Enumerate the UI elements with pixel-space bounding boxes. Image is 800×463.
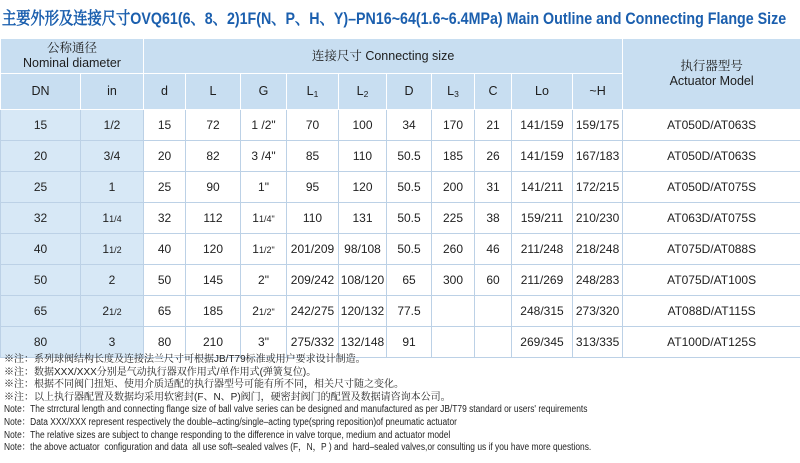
cell-d: 32 <box>144 203 186 234</box>
cell-c: 60 <box>475 265 512 296</box>
cell-in: 1/2 <box>81 110 144 141</box>
cell-l2: 108/120 <box>339 265 387 296</box>
cell-h: 218/248 <box>573 234 623 265</box>
note-cn-4: ※注：以上执行器配置及数据均采用软密封(F、N、P)阀门，硬密封阀门的配置及数据请咨询本公司。 <box>4 391 451 403</box>
cell-l3: 200 <box>432 172 475 203</box>
whole-number: 1 <box>252 242 259 256</box>
cell-l1: 85 <box>287 141 339 172</box>
cell-lo: 141/211 <box>512 172 573 203</box>
cell-dn: 20 <box>1 141 81 172</box>
nominal-diameter-cn: 公称通径 <box>46 41 97 55</box>
cell-c: 21 <box>475 110 512 141</box>
cell-h: 273/320 <box>573 296 623 327</box>
col-label: L <box>356 84 364 98</box>
cell-d: 20 <box>144 141 186 172</box>
table-row <box>1 110 800 141</box>
cell-dn: 65 <box>1 296 81 327</box>
note-cn-1: ※注：系列球阀结构长度及连接法兰尺寸可根据JB/T79标准或用户要求设计制造。 <box>4 354 366 365</box>
cell-g: 3 /4" <box>241 141 287 172</box>
whole-number: 1 <box>102 242 110 256</box>
table-row <box>1 172 800 203</box>
fraction: 1/2 <box>258 245 272 255</box>
actuator-model-cn: 执行器型号 <box>680 59 743 73</box>
inch-mark: " <box>271 245 275 255</box>
cell-l2: 98/108 <box>339 234 387 265</box>
cell-d: 40 <box>144 234 186 265</box>
cell-l: 112 <box>186 203 241 234</box>
cell-actuator-model: AT063D/AT075S <box>623 203 800 234</box>
table-row <box>1 203 800 234</box>
inch-mark: " <box>271 307 275 317</box>
cell-d-flange: 91 <box>387 327 432 358</box>
cell-d-flange: 50.5 <box>387 172 432 203</box>
cell-d-flange: 50.5 <box>387 203 432 234</box>
note-cn-3: ※注：根据不同阀门扭矩、使用介质适配的执行器型号可能有所不同，相关尺寸随之变化。 <box>4 379 404 391</box>
cell-actuator-model: AT050D/AT075S <box>623 172 800 203</box>
table-body <box>1 110 800 358</box>
col-header-h: ~H <box>573 74 623 110</box>
cell-l: 90 <box>186 172 241 203</box>
cell-lo: 211/248 <box>512 234 573 265</box>
nominal-diameter-header <box>1 39 144 74</box>
cell-l3: 300 <box>432 265 475 296</box>
cell-in: 2 <box>81 265 144 296</box>
col-subscript: 1 <box>313 89 319 99</box>
cell-dn: 50 <box>1 265 81 296</box>
col-subscript: 2 <box>363 89 369 99</box>
cell-d-flange: 34 <box>387 110 432 141</box>
cell-d: 15 <box>144 110 186 141</box>
cell-l2: 131 <box>339 203 387 234</box>
cell-c: 31 <box>475 172 512 203</box>
cell-g: 3" <box>241 327 287 358</box>
cell-d: 65 <box>144 296 186 327</box>
cell-in: 3/4 <box>81 141 144 172</box>
notes-section <box>4 354 703 455</box>
cell-c: 46 <box>475 234 512 265</box>
col-header-l1 <box>287 74 339 110</box>
col-header-d: d <box>144 74 186 110</box>
cell-d: 50 <box>144 265 186 296</box>
cell-h: 248/283 <box>573 265 623 296</box>
cell-h: 313/335 <box>573 327 623 358</box>
cell-l2: 110 <box>339 141 387 172</box>
note-en-2: Note：Data XXX/XXX represent respectively the double–acting/single–acting type(spring reposition)of pneumatic actuator <box>4 416 457 428</box>
cell-l2: 120 <box>339 172 387 203</box>
page-title: 主要外形及连接尺寸OVQ61(6、8、2)1F(N、P、H、Y)–PN16~64(1.6~6.4MPa) Main Outline and Connecting Flange Size <box>2 9 787 28</box>
whole-number: 2 <box>252 304 259 318</box>
note-en-1: Note：The strrctural length and connecting flange size of ball valve series can be designed and manufactured as per JB/T79 standard or users' requirements <box>4 404 588 416</box>
fraction: 1/4 <box>258 214 272 224</box>
cell-dn: 40 <box>1 234 81 265</box>
fraction: 1/2 <box>109 307 122 317</box>
cell-l3 <box>432 296 475 327</box>
table-header <box>1 39 800 110</box>
cell-d-flange: 65 <box>387 265 432 296</box>
cell-lo: 269/345 <box>512 327 573 358</box>
cell-dn: 15 <box>1 110 81 141</box>
cell-g: 2" <box>241 265 287 296</box>
cell-dn: 80 <box>1 327 81 358</box>
table-row <box>1 265 800 296</box>
col-header-dn: DN <box>1 74 81 110</box>
header-row-groups <box>1 39 800 74</box>
cell-l: 185 <box>186 296 241 327</box>
cell-lo: 248/315 <box>512 296 573 327</box>
cell-lo: 159/211 <box>512 203 573 234</box>
cell-l2: 100 <box>339 110 387 141</box>
cell-lo: 141/159 <box>512 141 573 172</box>
cell-d-flange: 77.5 <box>387 296 432 327</box>
cell-actuator-model: AT050D/AT063S <box>623 110 800 141</box>
table-row <box>1 234 800 265</box>
cell-l3: 170 <box>432 110 475 141</box>
cell-actuator-model: AT088D/AT115S <box>623 296 800 327</box>
table-row <box>1 141 800 172</box>
cell-l1: 242/275 <box>287 296 339 327</box>
inch-mark: " <box>271 214 275 224</box>
cell-actuator-model: AT100D/AT125S <box>623 327 800 358</box>
fraction: 1/2 <box>109 245 122 255</box>
cell-c <box>475 327 512 358</box>
col-header-in: in <box>81 74 144 110</box>
cell-l: 145 <box>186 265 241 296</box>
cell-in <box>81 234 144 265</box>
cell-in: 3 <box>81 327 144 358</box>
cell-l1: 110 <box>287 203 339 234</box>
cell-actuator-model: AT075D/AT088S <box>623 234 800 265</box>
col-header-l3 <box>432 74 475 110</box>
cell-in: 1 <box>81 172 144 203</box>
note-en-4: Note：the above actuator configuration and data all use soft–sealed valves (F，N，P ) and hard–sealed valves,or consulting us if you have more questions. <box>4 442 592 454</box>
cell-l1: 95 <box>287 172 339 203</box>
cell-h: 167/183 <box>573 141 623 172</box>
cell-l2: 132/148 <box>339 327 387 358</box>
dimension-table <box>0 38 800 358</box>
col-header-d-flange: D <box>387 74 432 110</box>
cell-l3 <box>432 327 475 358</box>
cell-in <box>81 203 144 234</box>
col-label: L <box>447 84 455 98</box>
note-en-3: Note：The relative sizes are subject to change responding to the difference in valve torque, medium and actuator model <box>4 429 451 441</box>
cell-c <box>475 296 512 327</box>
cell-l: 82 <box>186 141 241 172</box>
col-header-l2 <box>339 74 387 110</box>
note-cn-2: ※注：数据XXX/XXX分别是气动执行器双作用式/单作用式(弹簧复位)。 <box>4 366 317 378</box>
connecting-size-header: 连接尺寸 Connecting size <box>144 39 623 74</box>
cell-g <box>241 203 287 234</box>
fraction: 1/4 <box>109 214 122 224</box>
cell-l3: 185 <box>432 141 475 172</box>
col-header-lo: Lo <box>512 74 573 110</box>
cell-h: 159/175 <box>573 110 623 141</box>
table-row <box>1 327 800 358</box>
fraction: 1/2 <box>258 307 272 317</box>
cell-l3: 225 <box>432 203 475 234</box>
whole-number: 2 <box>102 304 110 318</box>
whole-number: 1 <box>252 211 259 225</box>
cell-d: 25 <box>144 172 186 203</box>
cell-actuator-model: AT050D/AT063S <box>623 141 800 172</box>
cell-g: 1 /2" <box>241 110 287 141</box>
cell-d: 80 <box>144 327 186 358</box>
actuator-model-en: Actuator Model <box>669 74 754 88</box>
cell-l3: 260 <box>432 234 475 265</box>
col-header-l: L <box>186 74 241 110</box>
cell-d-flange: 50.5 <box>387 141 432 172</box>
cell-d-flange: 50.5 <box>387 234 432 265</box>
nominal-diameter-en: Nominal diameter <box>23 56 121 70</box>
col-header-g: G <box>241 74 287 110</box>
table-row <box>1 296 800 327</box>
cell-l: 120 <box>186 234 241 265</box>
cell-h: 210/230 <box>573 203 623 234</box>
cell-lo: 141/159 <box>512 110 573 141</box>
cell-in <box>81 296 144 327</box>
cell-l2: 120/132 <box>339 296 387 327</box>
cell-dn: 32 <box>1 203 81 234</box>
cell-g: 1" <box>241 172 287 203</box>
cell-c: 26 <box>475 141 512 172</box>
cell-l1: 209/242 <box>287 265 339 296</box>
cell-l1: 275/332 <box>287 327 339 358</box>
cell-g <box>241 296 287 327</box>
cell-l1: 201/209 <box>287 234 339 265</box>
col-subscript: 3 <box>454 89 459 99</box>
cell-l: 72 <box>186 110 241 141</box>
cell-actuator-model: AT075D/AT100S <box>623 265 800 296</box>
cell-dn: 25 <box>1 172 81 203</box>
col-label: L <box>306 84 314 98</box>
cell-l: 210 <box>186 327 241 358</box>
actuator-model-header <box>623 39 800 110</box>
whole-number: 1 <box>102 211 110 225</box>
col-header-c: C <box>475 74 512 110</box>
cell-h: 172/215 <box>573 172 623 203</box>
cell-c: 38 <box>475 203 512 234</box>
cell-l1: 70 <box>287 110 339 141</box>
cell-lo: 211/269 <box>512 265 573 296</box>
cell-g <box>241 234 287 265</box>
